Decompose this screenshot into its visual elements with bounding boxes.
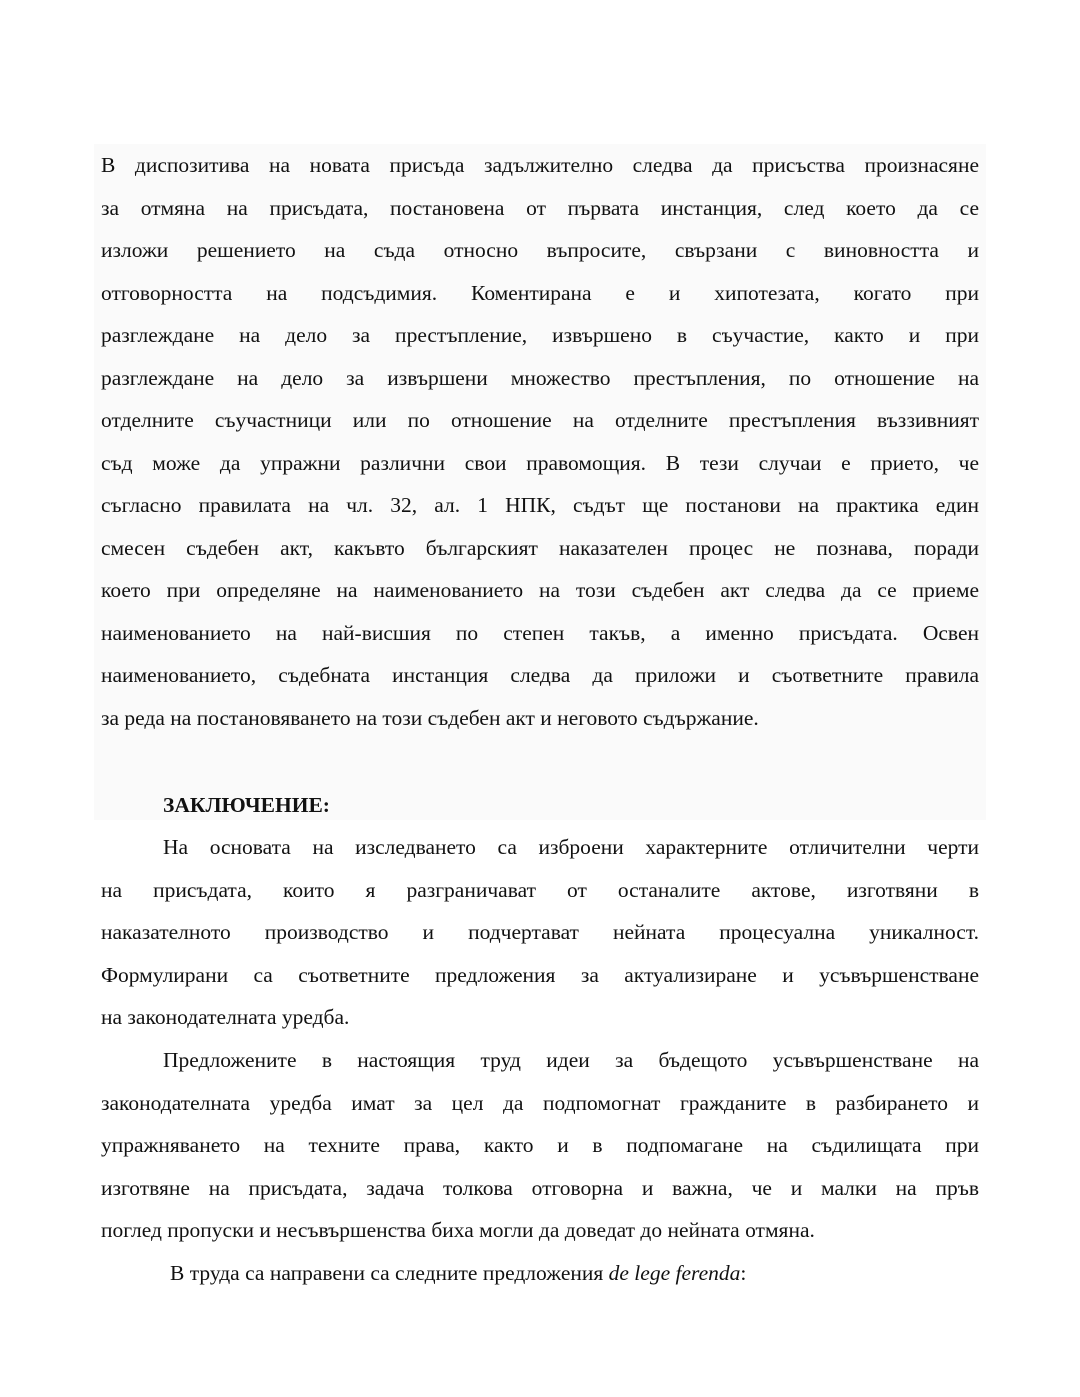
paragraph-1-line: за реда на постановяването на този съдебен акт и неговото съдържание. <box>101 705 759 730</box>
paragraph-1-line: отделните съучастници или по отношение на отделните престъпления въззивният <box>101 408 979 432</box>
paragraph-3-line: поглед пропуски и несъвършенства биха могли да доведат до нейната отмяна. <box>101 1218 815 1242</box>
paragraph-2-line: на законодателната уредба. <box>101 1005 350 1029</box>
paragraph-1-line: което при определяне на наименованието на този съдебен акт следва да се приеме <box>101 578 979 602</box>
paragraph-1-line: наименованието, съдебната инстанция следва да приложи и съответните правила <box>101 663 979 687</box>
paragraph-4-latin-term: de lege ferenda <box>608 1261 741 1285</box>
paragraph-1-line: разглеждане на дело за извършени множество престъпления, по отношение на <box>101 365 979 390</box>
paragraph-1-line: съд може да упражни различни свои правомощия. В тези случаи е прието, че <box>101 450 979 475</box>
paragraph-1 <box>101 144 979 739</box>
paragraph-3-line: Предложените в настоящия труд идеи за бъдещото усъвършенстване на <box>163 1048 979 1072</box>
paragraph-3-line: законодателната уредба имат за цел да подпомогнат гражданите в разбирането и <box>101 1090 979 1115</box>
paragraph-1-line: съгласно правилата на чл. 32, ал. 1 НПК, съдът ще постанови на практика един <box>101 493 979 517</box>
paragraph-2-line: На основата на изследването са изброени характерните отличителни черти <box>163 835 979 859</box>
paragraph-4-suffix: : <box>740 1261 747 1285</box>
paragraph-3-line: упражняването на техните права, както и в подпомагане на съдилищата при <box>101 1133 979 1157</box>
paragraph-2 <box>101 826 979 1039</box>
paragraph-1-line: наименованието на най-висшия по степен такъв, а именно присъдата. Освен <box>101 620 979 645</box>
paragraph-2-line: Формулирани са съответните предложения за актуализиране и усъвършенстване <box>101 962 979 987</box>
paragraph-1-line: разглеждане на дело за престъпление, извършено в съучастие, както и при <box>101 323 979 347</box>
paragraph-3 <box>101 1039 979 1252</box>
paragraph-3-line: изготвяне на присъдата, задача толкова отговорна и важна, че и малки на пръв <box>101 1175 979 1200</box>
paragraph-1-line: отговорността на подсъдимия. Коментирана е и хипотезата, когато при <box>101 280 979 305</box>
paragraph-1-line: за отмяна на присъдата, постановена от първата инстанция, след което да се <box>101 195 979 220</box>
paragraph-4 <box>101 1252 979 1295</box>
paragraph-2-line: на присъдата, които я разграничават от останалите актове, изготвяни в <box>101 877 979 902</box>
paragraph-2-line: наказателното производство и подчертават нейната процесуална уникалност. <box>101 920 979 944</box>
section-heading: ЗАКЛЮЧЕНИЕ: <box>163 793 330 817</box>
paragraph-1-line: изложи решението на съда относно въпросите, свързани с виновността и <box>101 238 979 262</box>
paragraph-1-line: смесен съдебен акт, какъвто българският наказателен процес не познава, поради <box>101 535 979 560</box>
paragraph-1-line: В диспозитива на новата присъда задължително следва да присъства произнасяне <box>101 153 979 177</box>
paragraph-4-prefix: В труда са направени са следните предложения <box>170 1261 609 1285</box>
